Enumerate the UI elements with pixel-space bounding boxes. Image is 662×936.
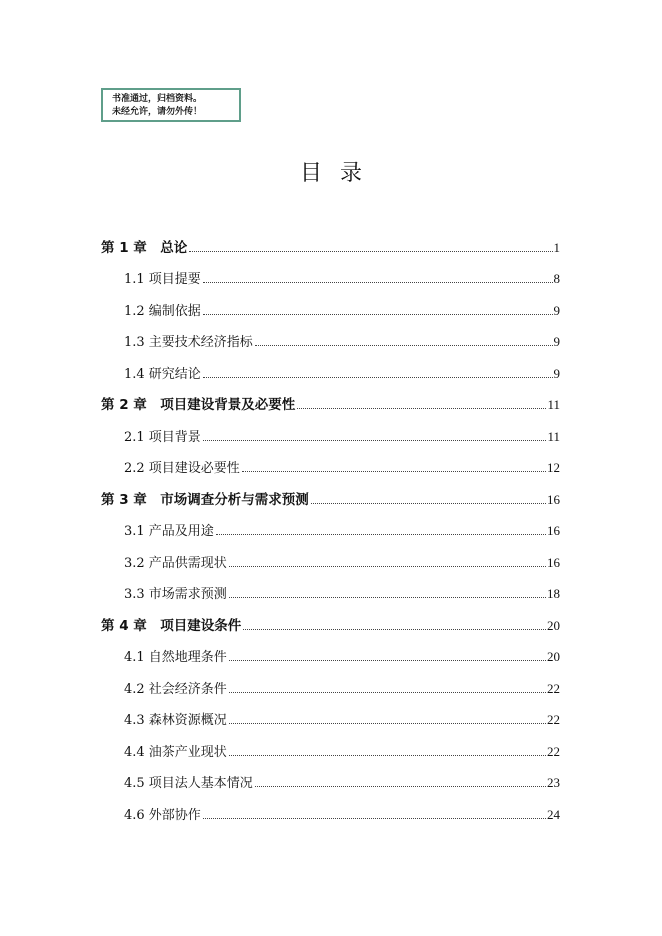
toc-entry-page: 9 <box>553 365 560 381</box>
toc-entry[interactable] <box>101 665 560 697</box>
approval-stamp <box>101 88 241 122</box>
toc-entry[interactable] <box>101 319 560 351</box>
toc-entry-label: 4.2 社会经济条件 <box>124 681 227 697</box>
toc-entry-label: 1.2 编制依据 <box>124 303 201 319</box>
stamp-line-2: 未经允许，请勿外传！ <box>112 107 203 117</box>
toc-entry[interactable] <box>101 634 560 666</box>
dot-leader <box>203 377 553 378</box>
toc-entry-page: 9 <box>553 302 560 318</box>
toc-entry-label: 1.3 主要技术经济指标 <box>124 335 253 350</box>
toc-entry-page: 22 <box>547 712 560 727</box>
dot-leader <box>311 503 546 504</box>
toc-entry-label: 1.4 研究结论 <box>124 366 201 382</box>
toc-entry[interactable] <box>101 571 560 603</box>
toc-entry-page: 12 <box>547 460 560 475</box>
dot-leader <box>229 660 546 661</box>
toc-entry-page: 16 <box>547 554 560 570</box>
toc-entry-page: 16 <box>547 523 560 538</box>
toc-entry[interactable] <box>101 791 560 823</box>
table-of-contents <box>101 224 560 823</box>
dot-leader <box>242 471 546 472</box>
toc-entry-page: 24 <box>547 806 560 822</box>
toc-entry-page: 11 <box>547 397 560 412</box>
toc-entry-label: 1.1 项目提要 <box>124 272 201 287</box>
toc-entry-page: 18 <box>547 586 560 601</box>
toc-entry-page: 1 <box>553 239 560 255</box>
dot-leader <box>229 723 546 724</box>
toc-entry-page: 8 <box>553 271 560 286</box>
dot-leader <box>203 818 546 819</box>
toc-entry-page: 20 <box>547 649 560 664</box>
dot-leader <box>229 692 546 693</box>
dot-leader <box>203 440 547 441</box>
toc-entry[interactable] <box>101 760 560 792</box>
toc-entry-label: 3.3 市场需求预测 <box>124 587 227 602</box>
toc-entry-label: 4.5 项目法人基本情况 <box>124 776 253 791</box>
dot-leader <box>229 597 546 598</box>
toc-entry-page: 11 <box>547 428 560 444</box>
toc-entry[interactable] <box>101 350 560 382</box>
toc-entry-label: 2.2 项目建设必要性 <box>124 461 240 476</box>
toc-entry[interactable] <box>101 287 560 319</box>
toc-entry[interactable] <box>101 382 560 414</box>
dot-leader <box>255 786 546 787</box>
toc-entry[interactable] <box>101 539 560 571</box>
stamp-line-1: 书准通过，归档资料。 <box>112 94 203 104</box>
toc-entry-page: 16 <box>547 491 560 507</box>
toc-entry-label: 3.2 产品供需现状 <box>124 555 227 571</box>
dot-leader <box>203 282 553 283</box>
toc-entry-label: 第 4 章 项目建设条件 <box>101 617 242 634</box>
toc-entry-label: 4.1 自然地理条件 <box>124 650 227 665</box>
toc-entry[interactable] <box>101 224 560 256</box>
toc-entry-page: 23 <box>547 775 560 790</box>
toc-entry[interactable] <box>101 476 560 508</box>
dot-leader <box>216 534 546 535</box>
dot-leader <box>255 345 553 346</box>
toc-entry-label: 4.4 油茶产业现状 <box>124 744 227 760</box>
toc-entry-label: 4.3 森林资源概况 <box>124 713 227 728</box>
dot-leader <box>203 314 553 315</box>
dot-leader <box>297 408 546 409</box>
dot-leader <box>189 251 552 252</box>
toc-entry-label: 第 1 章 总论 <box>101 239 188 256</box>
toc-entry[interactable] <box>101 728 560 760</box>
toc-entry-page: 22 <box>547 743 560 759</box>
dot-leader <box>243 629 546 630</box>
toc-entry[interactable] <box>101 256 560 288</box>
toc-entry[interactable] <box>101 508 560 540</box>
toc-entry-label: 4.6 外部协作 <box>124 807 201 823</box>
toc-entry-label: 2.1 项目背景 <box>124 429 201 445</box>
toc-entry-label: 3.1 产品及用途 <box>124 524 214 539</box>
toc-entry[interactable] <box>101 413 560 445</box>
toc-entry-page: 22 <box>547 680 560 696</box>
toc-entry-label: 第 2 章 项目建设背景及必要性 <box>101 397 296 413</box>
toc-entry-page: 9 <box>553 334 560 349</box>
dot-leader <box>229 566 546 567</box>
toc-entry-page: 20 <box>547 617 560 633</box>
toc-entry[interactable] <box>101 445 560 477</box>
dot-leader <box>229 755 546 756</box>
toc-entry[interactable] <box>101 697 560 729</box>
toc-entry[interactable] <box>101 602 560 634</box>
toc-entry-label: 第 3 章 市场调查分析与需求预测 <box>101 491 309 508</box>
page-title: 目录 <box>299 161 380 186</box>
